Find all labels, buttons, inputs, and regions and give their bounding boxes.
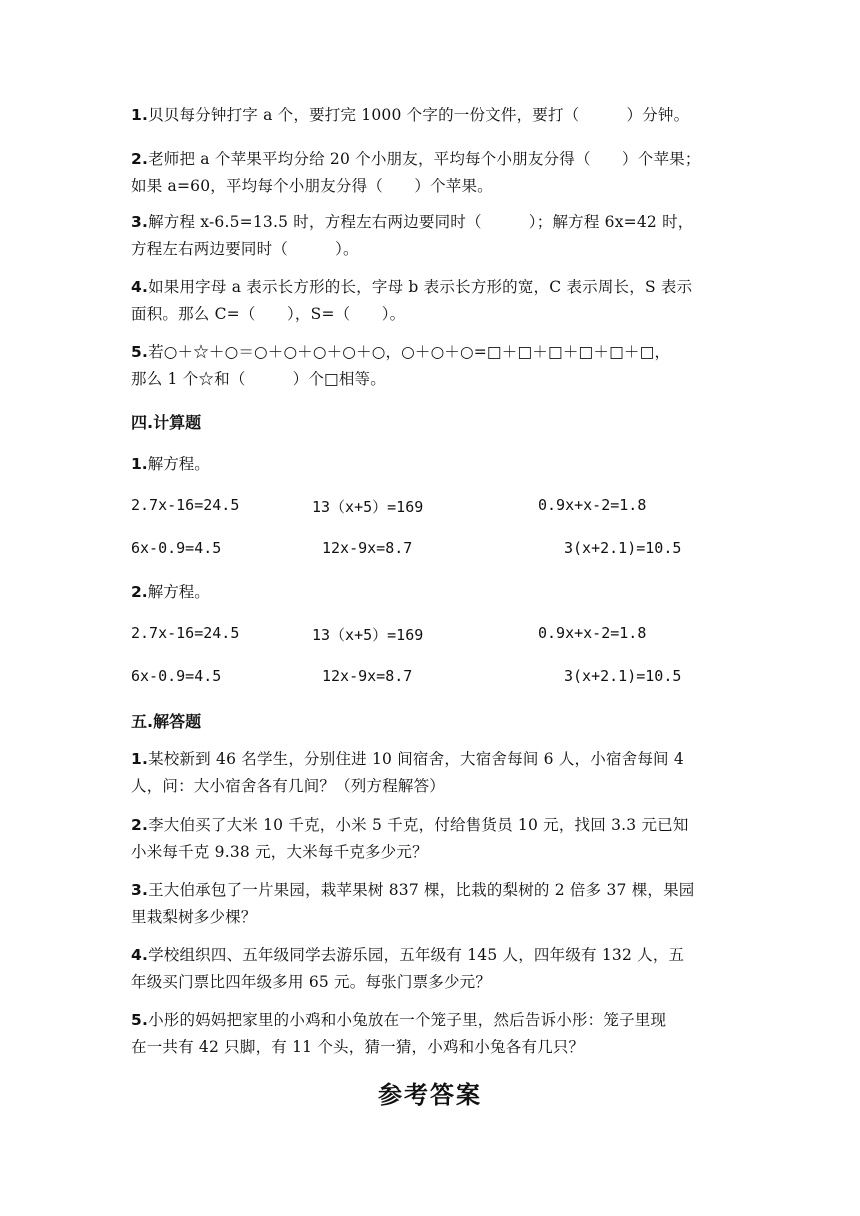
- problem-number: 5.: [131, 1011, 149, 1029]
- question-text: 方程左右两边要同时（ ）。: [131, 240, 359, 258]
- fill-in-question-4: [131, 274, 731, 328]
- problem-number: 2.: [131, 816, 149, 834]
- question-number: 2.: [131, 150, 149, 168]
- equation: 3(x+2.1)=10.5: [564, 539, 682, 557]
- problem-text: 在一共有 42 只脚，有 11 个头，猜一猜，小鸡和小兔各有几只？: [131, 1038, 585, 1056]
- fill-in-question-1: [131, 102, 731, 129]
- section-heading-calculation: 四.计算题: [131, 413, 202, 432]
- question-text: 若○＋☆＋○＝○＋○＋○＋○＋○，○＋○＋○=□＋□＋□＋□＋□＋□，: [148, 343, 671, 361]
- equation: 0.9x+x-2=1.8: [538, 624, 647, 642]
- equation: 3(x+2.1)=10.5: [564, 667, 682, 685]
- equation: 13（x+5）=169: [312, 498, 424, 516]
- problem-number: 1.: [131, 455, 148, 473]
- problem-text: 学校组织四、五年级同学去游乐园，五年级有 145 人，四年级有 132 人，五: [148, 946, 685, 964]
- section-heading-word-problems: 五.解答题: [131, 712, 202, 731]
- equation: 6x-0.9=4.5: [131, 667, 222, 685]
- equation: 0.9x+x-2=1.8: [538, 496, 647, 514]
- equation: 12x-9x=8.7: [322, 667, 413, 685]
- problem-text: 王大伯承包了一片果园，栽苹果树 837 棵，比栽的梨树的 2 倍多 37 棵，果园: [148, 881, 695, 899]
- problem-number: 2.: [131, 583, 148, 601]
- question-text: 贝贝每分钟打字 a 个，要打完 1000 个字的一份文件，要打（ ）分钟。: [148, 106, 690, 124]
- question-number: 3.: [131, 213, 149, 231]
- problem-text: 李大伯买了大米 10 千克，小米 5 千克，付给售货员 10 元，找回 3.3 元已知: [148, 816, 689, 834]
- word-problem-4: [131, 942, 731, 996]
- problem-number: 4.: [131, 946, 149, 964]
- question-number: 1.: [131, 106, 149, 124]
- problem-text: 人，问：大小宿舍各有几间？（列方程解答）: [131, 777, 446, 795]
- problem-text: 里栽梨树多少棵？: [131, 908, 257, 926]
- question-text: 那么 1 个☆和（ ）个□相等。: [131, 370, 386, 388]
- word-problem-5: [131, 1007, 731, 1061]
- question-text: 如果 a=60，平均每个小朋友分得（ ）个苹果。: [131, 177, 493, 195]
- problem-text: 解方程。: [147, 583, 210, 601]
- equation: 13（x+5）=169: [312, 626, 424, 644]
- equation: 2.7x-16=24.5: [131, 624, 240, 642]
- word-problem-1: [131, 746, 731, 800]
- fill-in-question-2: [131, 146, 731, 200]
- question-text: 解方程 x-6.5=13.5 时，方程左右两边要同时（ ）；解方程 6x=42 时，: [148, 213, 694, 231]
- equation: 2.7x-16=24.5: [131, 496, 240, 514]
- fill-in-question-3: [131, 209, 731, 263]
- word-problem-2: [131, 812, 731, 866]
- answer-key-title: 参考答案: [378, 1081, 482, 1109]
- problem-text: 解方程。: [147, 455, 210, 473]
- question-number: 4.: [131, 278, 149, 296]
- problem-number: 3.: [131, 881, 149, 899]
- question-number: 5.: [131, 343, 149, 361]
- calc-problem-2-label: [131, 580, 210, 602]
- calc-problem-1-label: [131, 452, 210, 474]
- problem-text: 小米每千克 9.38 元，大米每千克多少元？: [131, 843, 428, 861]
- problem-text: 年级买门票比四年级多用 65 元。每张门票多少元？: [131, 973, 492, 991]
- equation: 6x-0.9=4.5: [131, 539, 222, 557]
- question-text: 如果用字母 a 表示长方形的长，字母 b 表示长方形的宽，C 表示周长，S 表示: [148, 278, 693, 296]
- problem-text: 某校新到 46 名学生，分别住进 10 间宿舍，大宿舍每间 6 人，小宿舍每间 4: [148, 750, 684, 768]
- problem-text: 小彤的妈妈把家里的小鸡和小兔放在一个笼子里，然后告诉小彤：笼子里现: [148, 1011, 667, 1029]
- word-problem-3: [131, 877, 731, 931]
- equation: 12x-9x=8.7: [322, 539, 413, 557]
- question-text: 老师把 a 个苹果平均分给 20 个小朋友，平均每个小朋友分得（ ）个苹果；: [148, 150, 701, 168]
- fill-in-question-5: [131, 339, 731, 393]
- question-text: 面积。那么 C=（ ），S=（ ）。: [131, 305, 406, 323]
- problem-number: 1.: [131, 750, 149, 768]
